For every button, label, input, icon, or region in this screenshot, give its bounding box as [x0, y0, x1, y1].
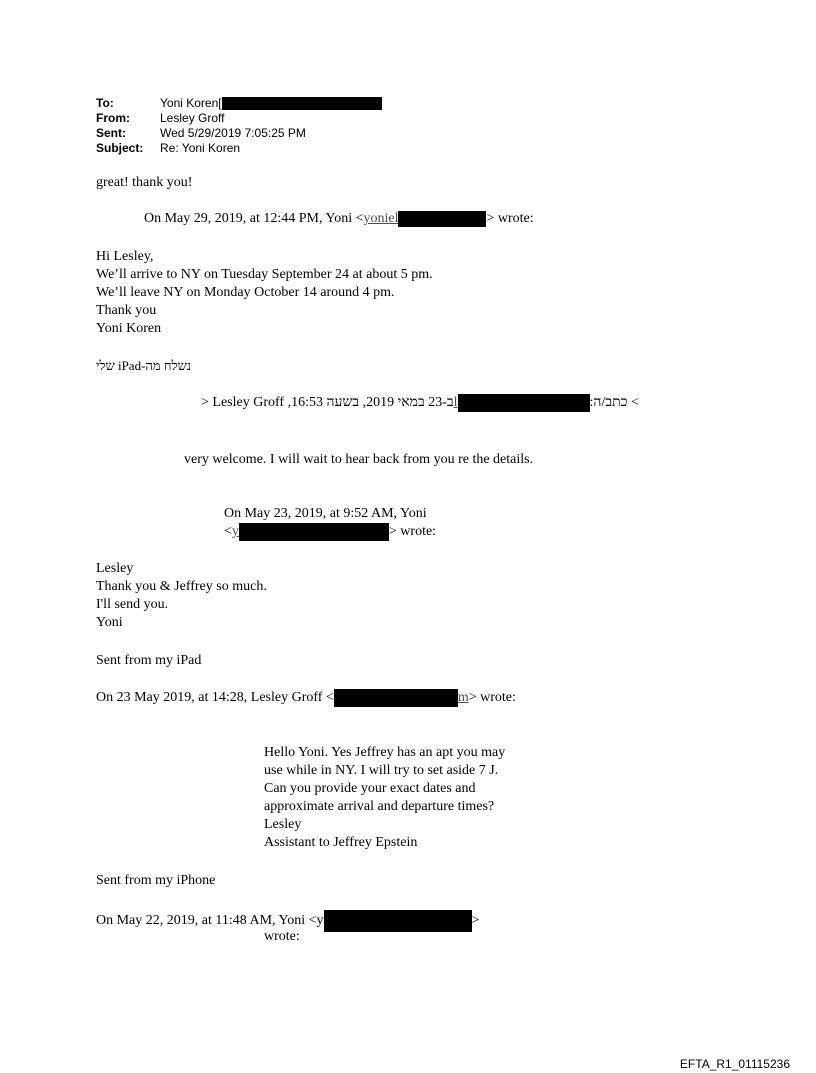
reply-text: great! thank you! — [96, 175, 193, 190]
header-sent-row — [96, 126, 306, 141]
from-label: From: — [96, 111, 130, 125]
document-id: EFTA_R1_01115236 — [679, 1057, 790, 1071]
header-subject-row — [96, 141, 240, 156]
sent-from-ipad: Sent from my iPad — [96, 653, 202, 668]
message-line: Yoni Koren — [96, 321, 162, 336]
quote-header-4 — [96, 689, 516, 707]
redaction-box — [239, 523, 389, 541]
hebrew-signature: נשלח מה-iPad שלי — [96, 358, 192, 373]
quote-4-prefix: On 23 May 2019, at 14:28, Lesley Groff < — [96, 690, 334, 706]
redaction-box — [222, 97, 382, 110]
subject-label: Subject: — [96, 141, 144, 155]
message-line: I'll send you. — [96, 597, 169, 612]
message-line: Hello Yoni. Yes Jeffrey has an apt you may — [264, 745, 506, 760]
redaction-box — [324, 910, 472, 932]
message-line: approximate arrival and departure times? — [264, 799, 495, 814]
from-value: Lesley Groff — [160, 111, 225, 125]
to-value: Yoni Koren[ — [160, 96, 222, 110]
quote-3-prefix: < — [224, 524, 232, 540]
quote-header-3-line2 — [224, 523, 436, 541]
quote-1-suffix: > wrote: — [486, 211, 534, 226]
quote-header-1 — [144, 210, 534, 228]
redaction-box — [334, 689, 458, 707]
hebrew-quote-header — [201, 394, 639, 412]
quote-header-3-line1: On May 23, 2019, at 9:52 AM, Yoni — [224, 506, 427, 521]
redaction-box — [458, 394, 590, 412]
sent-label: Sent: — [96, 126, 126, 140]
message-line: Lesley — [96, 561, 134, 576]
redaction-box — [398, 211, 486, 227]
message-line: Assistant to Jeffrey Epstein — [264, 835, 418, 850]
sent-from-iphone: Sent from my iPhone — [96, 873, 216, 888]
quote-3-suffix: > wrote: — [388, 524, 437, 540]
email-link[interactable]: l — [453, 395, 458, 411]
message-line: We’ll arrive to NY on Tuesday September 24 at about 5 pm. — [96, 267, 433, 282]
email-link[interactable]: yoniel — [363, 211, 399, 226]
header-to-row — [96, 96, 382, 111]
hebrew-quote-prefix: ב-23 במאי 2019, בשעה 16:53, Lesley Groff < — [201, 395, 454, 411]
message-line: Hi Lesley, — [96, 249, 154, 264]
quote-5-prefix: On May 22, 2019, at 11:48 AM, Yoni <y — [96, 913, 324, 929]
message-line: Yoni — [96, 615, 123, 630]
message-line: Lesley — [264, 817, 302, 832]
header-from-row — [96, 111, 224, 126]
message-line: use while in NY. I will try to set aside 7 J. — [264, 763, 499, 778]
quote-4-suffix: > wrote: — [468, 690, 516, 706]
message-line: very welcome. I will wait to hear back from you re the details. — [184, 452, 534, 467]
subject-value: Re: Yoni Koren — [160, 141, 241, 155]
quote-5-suffix: > — [471, 913, 480, 929]
to-label: To: — [96, 96, 114, 110]
message-line: Thank you — [96, 303, 157, 318]
message-line: Thank you & Jeffrey so much. — [96, 579, 267, 594]
email-link[interactable]: m — [457, 690, 469, 706]
hebrew-quote-suffix: > כתב/ה: — [589, 395, 639, 411]
message-line: We’ll leave NY on Monday October 14 around 4 pm. — [96, 285, 395, 300]
email-link[interactable]: y — [231, 524, 239, 540]
sent-value: Wed 5/29/2019 7:05:25 PM — [160, 126, 306, 140]
quote-1-prefix: On May 29, 2019, at 12:44 PM, Yoni < — [144, 211, 364, 226]
quote-header-5-line2: wrote: — [264, 929, 300, 944]
message-line: Can you provide your exact dates and — [264, 781, 476, 796]
